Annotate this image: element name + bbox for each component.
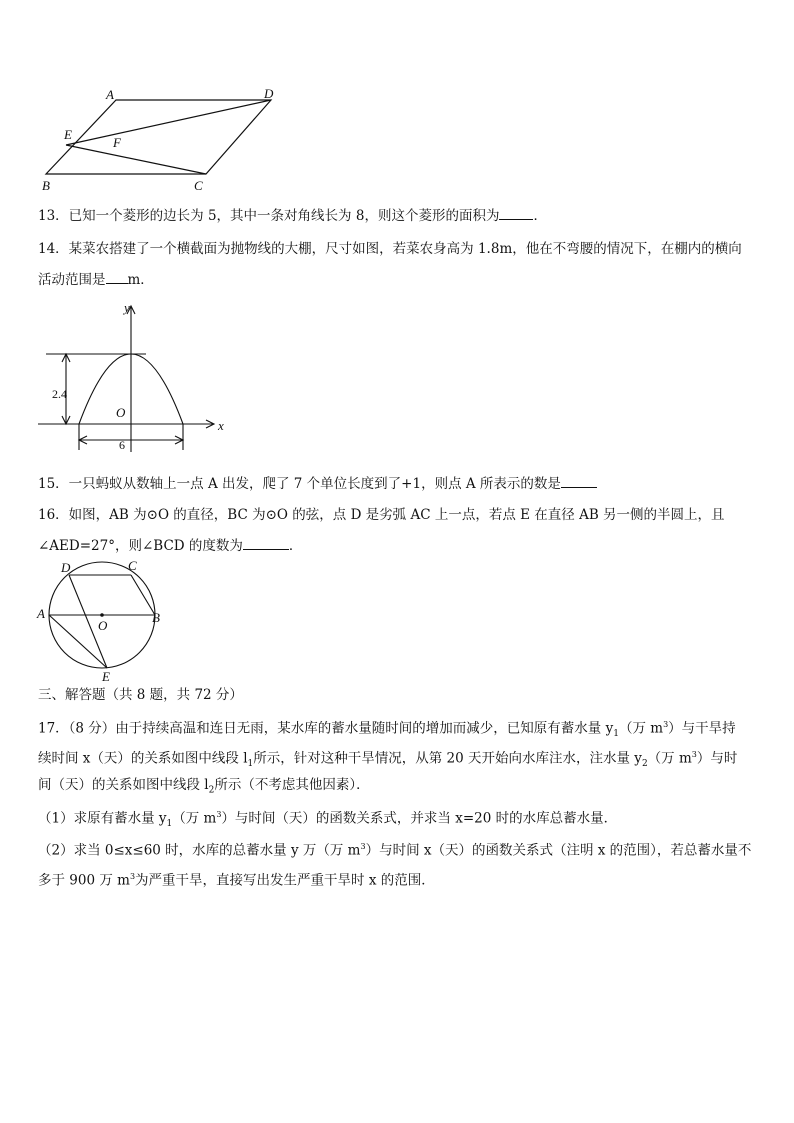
q17-sup: 3 — [216, 810, 222, 819]
q14-text-2b: m． — [127, 272, 154, 288]
label-e: E — [102, 669, 110, 684]
q13-text: 13．已知一个菱形的边长为 5，其中一条对角线长为 8，则这个菱形的面积为 — [38, 208, 500, 224]
q17-text: （1）求原有蓄水量 y — [38, 810, 167, 827]
q17-text: 间（天）的关系如图中线段 l — [38, 777, 209, 793]
q17-text: 多于 900 万 m — [38, 872, 130, 889]
question-14-line-2 — [38, 270, 154, 289]
q17-text: （万 m — [618, 720, 664, 737]
q17-text: ）与时间 x（天）的函数关系式（注明 x 的范围），若总蓄水量不 — [365, 842, 752, 859]
label-b: B — [42, 178, 50, 193]
q17-text: ）与时 — [696, 750, 738, 767]
q15-answer-blank[interactable] — [561, 474, 597, 488]
q14-text-1: 14．某菜农搭建了一个横截面为抛物线的大棚，尺寸如图，若菜农身高为 1.8m，他在不弯腰的情况下，在棚内的横向 — [38, 241, 742, 257]
label-o: O — [98, 618, 108, 633]
question-13 — [38, 206, 547, 225]
q17-sub: 1 — [247, 759, 254, 770]
q16-text-1: 16．如图，AB 为⊙O 的直径，BC 为⊙O 的弦，点 D 是劣弧 AC 上一点，若点 E 在直径 AB 另一侧的半圆上，且 — [38, 507, 725, 523]
question-17-line-3 — [38, 776, 370, 800]
q17-sup: 3 — [360, 842, 366, 851]
label-c: C — [194, 178, 203, 193]
question-17-part-2-line-2 — [38, 868, 435, 890]
q17-text: 所示，针对这种干旱情况，从第 20 天开始向水库注水，注水量 y — [253, 750, 642, 767]
q15-text: 15．一只蚂蚁从数轴上一点 A 出发，爬了 7 个单位长度到了+1，则点 A 所表示的数是 — [38, 476, 561, 492]
q17-sub: 1 — [166, 819, 173, 830]
label-d: D — [61, 560, 71, 575]
q13-answer-blank[interactable] — [499, 206, 533, 220]
q17-text: 17．（8 分）由于持续高温和连日无雨，某水库的蓄水量随时间的增加而减少，已知原有蓄水量 y — [38, 720, 614, 737]
q17-sup: 3 — [129, 872, 136, 881]
q16-answer-blank[interactable] — [243, 536, 289, 550]
question-14-line-1 — [38, 240, 742, 258]
q17-text: 所示（不考虑其他因素）． — [214, 777, 370, 793]
x-axis-label: x — [218, 418, 224, 433]
label-e: E — [64, 127, 72, 142]
q17-text: ）与干旱持 — [668, 720, 736, 737]
q17-sub: 1 — [613, 729, 619, 740]
q17-text: 为严重干旱，直接写出发生严重干旱时 x 的范围． — [135, 872, 435, 889]
parabola-figure — [36, 300, 246, 460]
question-17-line-2 — [38, 746, 737, 773]
q17-text: ）与时间（天）的函数关系式，并求当 x=20 时的水库总蓄水量． — [221, 810, 618, 827]
label-a: A — [106, 87, 114, 102]
circle-figure — [34, 556, 174, 684]
label-c: C — [128, 558, 137, 573]
section-title — [38, 686, 243, 704]
question-17-part-1 — [38, 806, 617, 833]
parallelogram-figure — [36, 86, 286, 196]
question-15 — [38, 474, 597, 493]
q17-sup: 3 — [691, 750, 697, 759]
label-a: A — [37, 606, 45, 621]
question-16-line-2 — [38, 536, 302, 555]
q16-text-2: ∠AED=27°，则∠BCD 的度数为 — [38, 538, 243, 554]
q17-text: （2）求当 0≤x≤60 时，水库的总蓄水量 y 万（万 m — [38, 842, 361, 859]
label-f: F — [113, 135, 121, 150]
label-b: B — [152, 610, 160, 625]
q17-sub: 2 — [208, 785, 215, 796]
center-point — [100, 613, 104, 617]
q14-answer-blank[interactable] — [106, 270, 128, 284]
height-label: 2.4 — [52, 387, 67, 401]
label-d: D — [264, 86, 274, 101]
q17-sub: 2 — [641, 759, 648, 770]
q17-sup: 3 — [663, 720, 669, 729]
question-17-line-1 — [38, 716, 736, 743]
q13-end: ． — [533, 208, 547, 224]
question-17-part-2 — [38, 838, 751, 860]
origin-label: O — [116, 405, 126, 420]
q14-text-2a: 活动范围是 — [38, 272, 106, 288]
q17-text: （万 m — [647, 750, 692, 767]
q16-end: ． — [288, 538, 303, 554]
q17-text: （万 m — [172, 810, 217, 827]
width-label: 6 — [119, 438, 125, 452]
section-3-title: 三、解答题（共 8 题，共 72 分） — [38, 687, 243, 703]
question-16-line-1 — [38, 506, 725, 524]
q17-text: 续时间 x（天）的关系如图中线段 l — [38, 750, 248, 767]
y-axis-label: y — [124, 300, 130, 315]
